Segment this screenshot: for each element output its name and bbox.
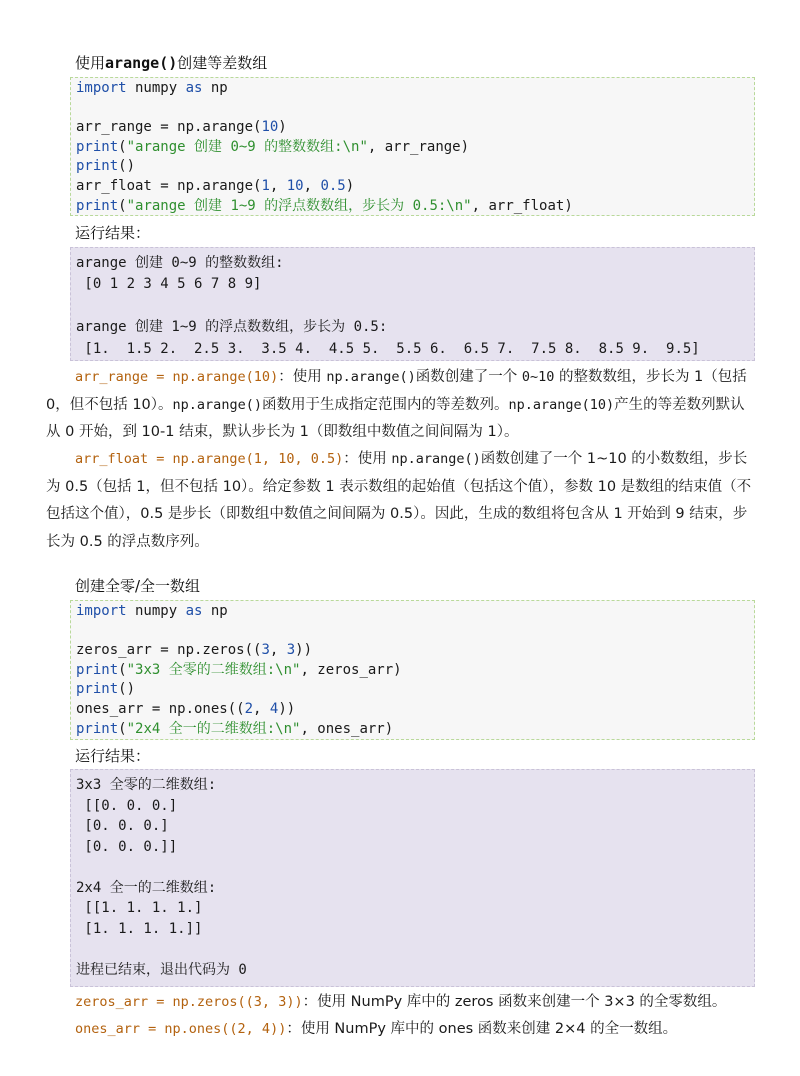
kw-import: import <box>76 603 127 619</box>
code-number: 1 <box>261 177 270 194</box>
code-builtin: print <box>76 661 119 678</box>
output-line: 2x4 全一的二维数组: <box>76 879 217 896</box>
code-builtin: print <box>76 197 119 214</box>
code-text: zeros_arr = np.zeros(( <box>76 642 262 659</box>
output-line: arange 创建 1~9 的浮点数数组，步长为 0.5: <box>76 319 388 336</box>
output-line: [1. 1. 1. 1.]] <box>76 920 203 937</box>
inline-code: np.arange() <box>326 369 416 385</box>
code-text: arr_float = np.arange( <box>76 177 262 194</box>
para-text: 的整数数组，步长为 1（包括 0，但不包括 10）。 <box>46 369 747 413</box>
output-line: [0. 0. 0.] <box>76 818 169 834</box>
heading-prefix: 使用 <box>75 54 106 72</box>
code-text: , <box>269 177 287 194</box>
output-line: [1. 1.5 2. 2.5 3. 3.5 4. 4.5 5. 5.5 6. 6.5 7. 7.5 8. 8.5 9. 9.5] <box>76 340 700 357</box>
code-text: () <box>118 158 136 175</box>
code-text: )) <box>295 642 313 659</box>
code-text: ( <box>118 138 127 155</box>
output-line: 进程已结束，退出代码为 0 <box>76 961 247 978</box>
code-text: ( <box>118 720 127 737</box>
code-number: 0.5 <box>320 177 346 194</box>
code-text: ) <box>345 177 355 194</box>
kw-as: as <box>185 80 203 96</box>
para-text: 函数用于生成指定范围内的等差数列。 <box>261 396 509 413</box>
heading-code: arange() <box>105 54 178 72</box>
code-number: 10 <box>286 177 304 194</box>
result-label: 运行结果： <box>75 747 151 765</box>
code-text: , ones_arr) <box>300 720 394 737</box>
inline-code: arr_range = np.arange(10) <box>75 369 279 385</box>
code-text: , <box>303 177 321 194</box>
code-builtin: print <box>76 158 119 175</box>
code-text: () <box>118 681 136 698</box>
code-text: np <box>202 80 228 96</box>
code-number: 3 <box>286 642 296 659</box>
code-text: , arr_float) <box>471 197 573 214</box>
inline-code: np.arange() <box>391 451 481 467</box>
code-number: 2 <box>244 700 254 717</box>
inline-code: np.arange(10) <box>508 396 615 413</box>
para-text: ：使用 NumPy 库中的 ones 函数来创建 2×4 的全一数组。 <box>286 1021 678 1037</box>
code-text: , zeros_arr) <box>300 661 402 678</box>
inline-code: zeros_arr = np.zeros((3, 3)) <box>75 994 303 1010</box>
code-text: arr_range = np.arange( <box>76 119 262 136</box>
para-text: ：使用 <box>343 451 392 467</box>
code-number: 10 <box>261 119 279 136</box>
output-block-zeros-ones <box>70 769 755 987</box>
code-text: np <box>202 603 228 619</box>
explanation-paragraph-zeros <box>46 989 758 1017</box>
code-builtin: print <box>76 720 119 737</box>
code-text: numpy <box>126 80 186 96</box>
code-builtin: print <box>76 681 119 698</box>
code-string: "2x4 全一的二维数组:\n" <box>126 720 301 737</box>
code-block-zeros-ones <box>70 600 755 740</box>
code-text: numpy <box>126 603 186 619</box>
output-block-arange <box>70 247 755 361</box>
para-text: 函数创建了一个 <box>415 369 522 385</box>
code-text: )) <box>278 700 296 717</box>
inline-code: ones_arr = np.ones((2, 4)) <box>75 1021 287 1037</box>
code-number: 4 <box>269 700 279 717</box>
code-text: ( <box>118 197 127 214</box>
para-text: 函数创建了一个 1~10 的小数数组，步长为 0.5（包括 1，但不包括 10）。给定参数 1 表示数组的起始值（包括这个值），参数 10 是数组的结束值（不包括这个值），0.5 是步长（即数组中数值之间间隔为 0.5）。因此，生成的数组将包含从 1 开始到 9 结束，步长为 0.5 的浮点数序列。 <box>46 451 752 550</box>
code-string: "arange 创建 0~9 的整数数组:\n" <box>126 138 368 155</box>
output-line: [0 1 2 3 4 5 6 7 8 9] <box>76 276 262 293</box>
result-label: 运行结果： <box>75 224 151 242</box>
para-text: ：使用 <box>278 369 327 385</box>
code-text: ) <box>278 119 287 136</box>
kw-as: as <box>185 603 203 619</box>
explanation-paragraph-arr-range <box>46 364 758 447</box>
output-line: [0. 0. 0.]] <box>76 838 178 855</box>
inline-code: arr_float = np.arange(1, 10, 0.5) <box>75 451 344 467</box>
kw-import: import <box>76 80 127 96</box>
code-block-arange <box>70 77 755 216</box>
explanation-paragraph-arr-float <box>46 446 758 556</box>
output-line: [[0. 0. 0.] <box>76 797 178 814</box>
inline-code: np.arange() <box>172 396 262 413</box>
section-heading-zeros-ones: 创建全零/全一数组 <box>75 577 201 595</box>
para-text: ：使用 NumPy 库中的 zeros 函数来创建一个 3×3 的全零数组。 <box>302 994 727 1010</box>
code-string: "arange 创建 1~9 的浮点数数组，步长为 0.5:\n" <box>126 197 472 214</box>
code-text: ones_arr = np.ones(( <box>76 700 245 717</box>
section-heading-arange <box>75 53 267 73</box>
code-text: , arr_range) <box>367 138 470 155</box>
code-builtin: print <box>76 138 119 155</box>
para-text: 产生的等差数列默认从 0 开始，到 10-1 结束，默认步长为 1（即数组中数值之间间隔为 1）。 <box>46 396 745 440</box>
output-line: arange 创建 0~9 的整数数组: <box>76 255 284 271</box>
code-number: 3 <box>261 642 270 659</box>
code-string: "3x3 全零的二维数组:\n" <box>126 661 301 678</box>
explanation-paragraph-ones <box>46 1016 758 1044</box>
heading-suffix: 创建等差数组 <box>177 54 268 72</box>
output-line: [[1. 1. 1. 1.] <box>76 900 203 916</box>
code-text: ( <box>118 661 127 678</box>
output-line: 3x3 全零的二维数组: <box>76 777 217 793</box>
code-text: , <box>253 700 270 717</box>
inline-code: 0~10 <box>521 369 555 385</box>
code-text: , <box>269 642 287 659</box>
